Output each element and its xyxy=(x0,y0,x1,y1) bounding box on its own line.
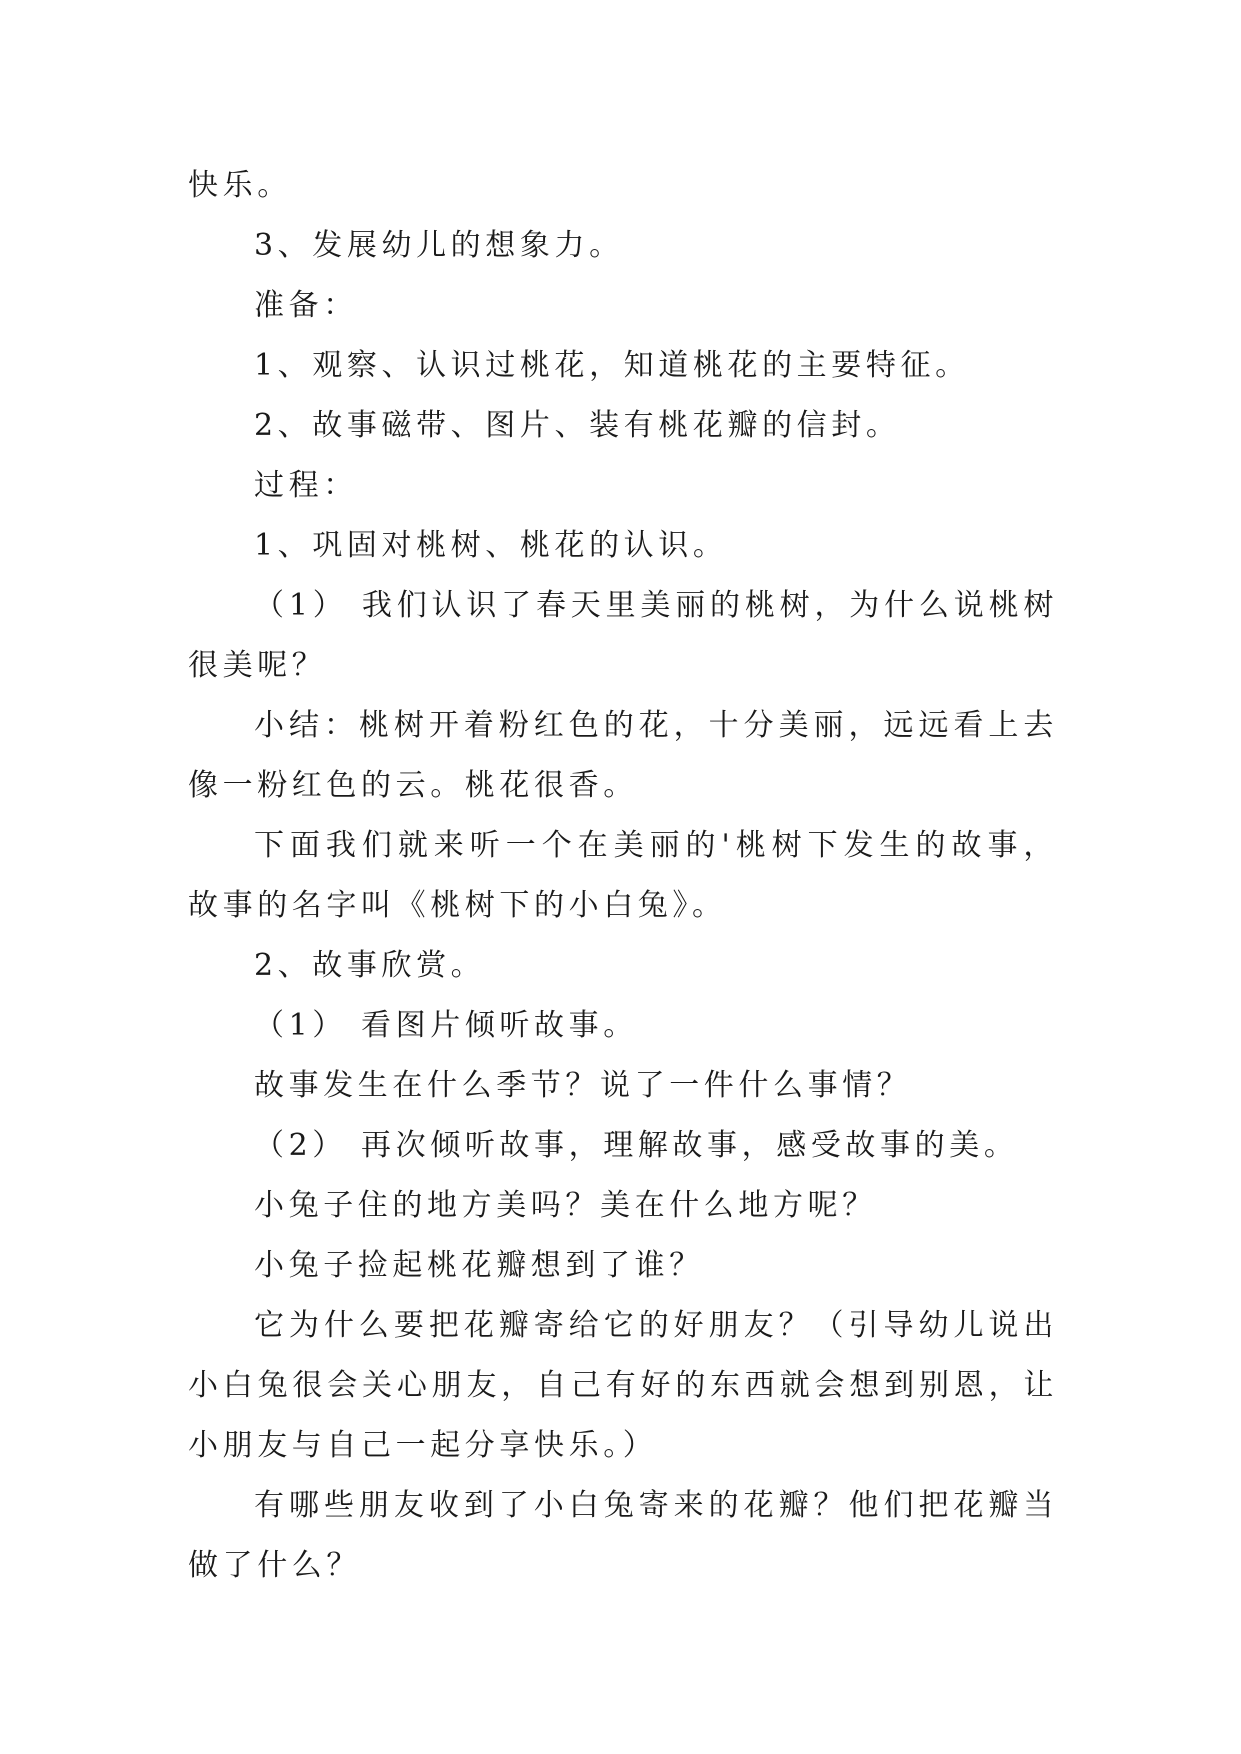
paragraph-question-season: 故事发生在什么季节？说了一件什么事情？ xyxy=(254,1068,912,1103)
paragraph-goal-3: 3、发展幼儿的想象力。 xyxy=(254,228,624,263)
paragraph-question-why: 它为什么要把花瓣寄给它的好朋友？（引导幼儿说出小白兔很会关心朋友，自己有好的东西就会想到别恩，让小朋友与自己一起分享快乐。） xyxy=(188,1308,1058,1463)
paragraph-question-place: 小兔子住的地方美吗？美在什么地方呢？ xyxy=(254,1188,877,1223)
heading-preparation: 准备： xyxy=(254,288,358,323)
paragraph-prep-1: 1、观察、认识过桃花，知道桃花的主要特征。 xyxy=(254,348,970,383)
paragraph-question-friends: 有哪些朋友收到了小白兔寄来的花瓣？他们把花瓣当做了什么？ xyxy=(188,1488,1058,1583)
paragraph-process-1: 1、巩固对桃树、桃花的认识。 xyxy=(254,528,728,563)
paragraph-process-2-2: （2） 再次倾听故事，理解故事，感受故事的美。 xyxy=(254,1128,1019,1163)
heading-process: 过程： xyxy=(254,468,358,503)
paragraph-question-who: 小兔子捡起桃花瓣想到了谁？ xyxy=(254,1248,704,1283)
paragraph-process-1-1: （1） 我们认识了春天里美丽的桃树，为什么说桃树很美呢？ xyxy=(188,588,1058,683)
paragraph-prep-2: 2、故事磁带、图片、装有桃花瓣的信封。 xyxy=(254,408,901,443)
paragraph-process-2-1: （1） 看图片倾听故事。 xyxy=(254,1008,638,1043)
paragraph-continuation: 快乐。 xyxy=(188,168,292,203)
paragraph-process-2: 2、故事欣赏。 xyxy=(254,948,486,983)
document-body xyxy=(188,156,1058,1596)
paragraph-summary: 小结：桃树开着粉红色的花，十分美丽，远远看上去像一粉红色的云。桃花很香。 xyxy=(188,708,1058,803)
paragraph-story-intro: 下面我们就来听一个在美丽的'桃树下发生的故事，故事的名字叫《桃树下的小白兔》。 xyxy=(188,828,1058,923)
